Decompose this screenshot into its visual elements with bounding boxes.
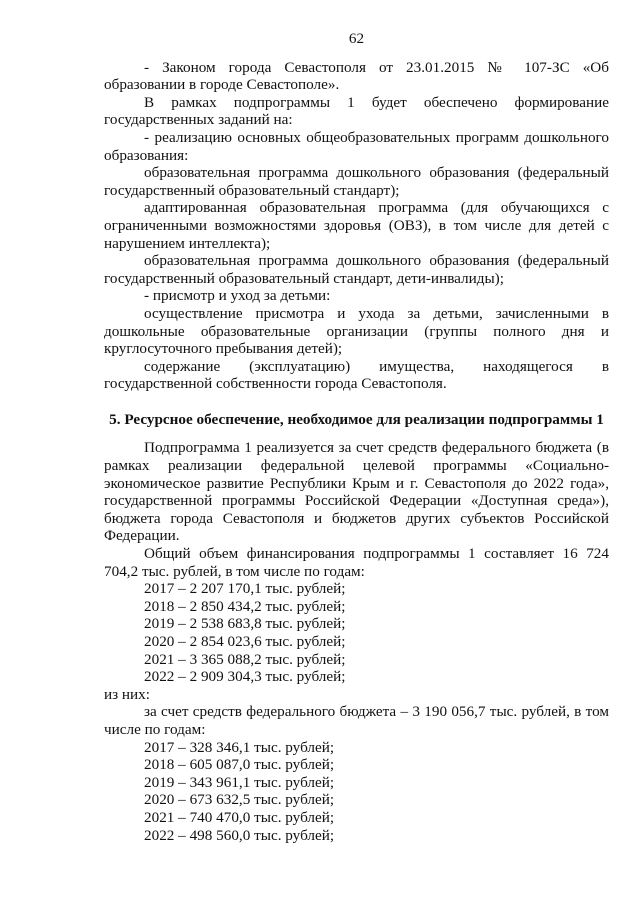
preschool-programs-item: - реализацию основных общеобразовательных программ дошкольного образования: (104, 128, 609, 164)
state-assignments-intro: В рамках подпрограммы 1 будет обеспечено формирование государственных заданий на: (104, 93, 609, 129)
section-heading: 5. Ресурсное обеспечение, необходимое для реализации подпрограммы 1 (109, 410, 604, 428)
funding-sources-paragraph: Подпрограмма 1 реализуется за счет средств федерального бюджета (в рамках реализации федеральной целевой программы «Социально-экономическое развитие Республики Крым и г. Севастополя до 2022 года», государственной программы Российской Федерации «Доступная среда»), бюджета города Севастополя и бюджетов других субъектов Российской Федерации. (104, 439, 609, 545)
total-year-2020: 2020 – 2 854 023,6 тыс. рублей; (144, 633, 346, 650)
federal-year-2021: 2021 – 740 470,0 тыс. рублей; (144, 808, 335, 826)
federal-year-2022: 2022 – 498 560,0 тыс. рублей; (144, 826, 335, 844)
total-year-2021: 2021 – 3 365 088,2 тыс. рублей; (144, 650, 346, 668)
law-reference-paragraph: - Законом города Севастополя от 23.01.2015 № 107-ЗС «Об образовании в городе Севастополе». (104, 58, 609, 94)
total-by-year-list (104, 580, 609, 686)
federal-year-2017: 2017 – 328 346,1 тыс. рублей; (144, 738, 335, 756)
federal-year-2020: 2020 – 673 632,5 тыс. рублей; (144, 791, 335, 809)
property-maintenance-item: содержание (эксплуатацию) имущества, находящегося в государственной собственности города Севастополя. (104, 357, 609, 393)
total-funding-paragraph: Общий объем финансирования подпрограммы 1 составляет 16 724 704,2 тыс. рублей, в том числе по годам: (104, 545, 609, 580)
preschool-disabled-item: образовательная программа дошкольного образования (федеральный государственный образовательный стандарт, дети-инвалиды); (104, 252, 609, 287)
childcare-item: - присмотр и уход за детьми: (144, 287, 331, 305)
document-page (104, 30, 609, 844)
total-year-2022: 2022 – 2 909 304,3 тыс. рублей; (144, 668, 346, 686)
federal-by-year-list (104, 739, 609, 845)
of-them-label: из них: (104, 685, 150, 703)
preschool-standard-item: образовательная программа дошкольного образования (федеральный государственный образовательный стандарт); (104, 164, 609, 199)
total-year-2019: 2019 – 2 538 683,8 тыс. рублей; (144, 615, 346, 633)
federal-year-2018: 2018 – 605 087,0 тыс. рублей; (144, 756, 335, 774)
page-number: 62 (348, 30, 365, 47)
childcare-details-item: осуществление присмотра и ухода за детьми, зачисленными в дошкольные образовательные организации (группы полного дня и круглосуточного пребывания детей); (104, 304, 609, 358)
adapted-program-item: адаптированная образовательная программа (для обучающихся с ограниченными возможностями здоровья (ОВЗ), в том числе для детей с нарушением интеллекта); (104, 199, 609, 252)
total-year-2018: 2018 – 2 850 434,2 тыс. рублей; (144, 597, 346, 615)
total-year-2017: 2017 – 2 207 170,1 тыс. рублей; (144, 580, 346, 598)
federal-budget-paragraph: за счет средств федерального бюджета – 3 190 056,7 тыс. рублей, в том числе по годам: (104, 703, 609, 738)
federal-year-2019: 2019 – 343 961,1 тыс. рублей; (144, 773, 335, 791)
